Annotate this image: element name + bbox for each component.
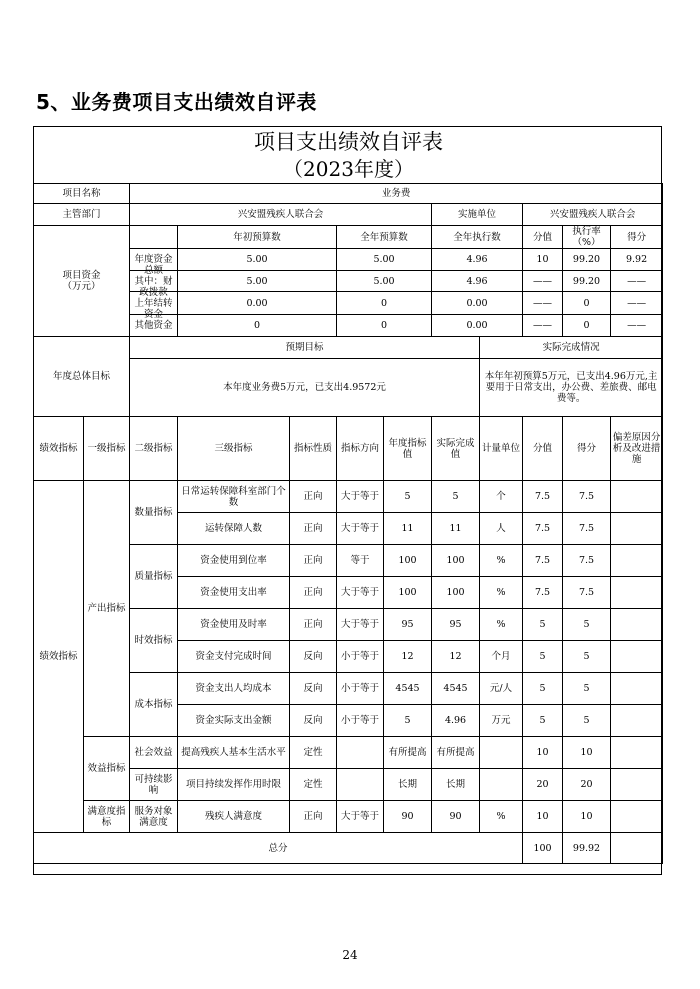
- goals-actual-text: 本年年初预算5万元，已支出4.96万元,主要用于日常支出，办公费、差旅费、邮电费等。: [480, 359, 663, 417]
- goals-actual-header: 实际完成情况: [480, 337, 663, 359]
- indicator-name: 残疾人满意度: [178, 801, 290, 833]
- funds-row-initial: 5.00: [178, 249, 337, 271]
- indicator-target: 有所提高: [384, 737, 432, 769]
- goals-expected-header: 预期目标: [130, 337, 480, 359]
- indicator-target: 4545: [384, 673, 432, 705]
- indicator-unit: %: [480, 801, 523, 833]
- indicator-value: 20: [523, 769, 563, 801]
- funds-header-blank: [130, 226, 178, 249]
- indicator-name: 提高残疾人基本生活水平: [178, 737, 290, 769]
- funds-row-executed: 4.96: [432, 249, 523, 271]
- indicator-unit: [480, 737, 523, 769]
- funds-row-initial: 5.00: [178, 271, 337, 292]
- indicator-direction: 大于等于: [337, 609, 384, 641]
- indicator-value: 10: [523, 737, 563, 769]
- goals-header-row: [34, 337, 663, 359]
- funds-header-score-value: 分值: [523, 226, 563, 249]
- indicator-score: 7.5: [563, 513, 611, 545]
- impl-value: 兴安盟残疾人联合会: [523, 204, 663, 226]
- indicator-value: 7.5: [523, 481, 563, 513]
- funds-row-rate: 0: [563, 292, 611, 315]
- funds-header-initial: 年初预算数: [178, 226, 337, 249]
- indicator-unit: %: [480, 609, 523, 641]
- indicator-actual: 4545: [432, 673, 480, 705]
- funds-row-name: 上年结转资金: [130, 292, 178, 315]
- funds-row-score: ——: [611, 315, 663, 337]
- indicator-actual: 有所提高: [432, 737, 480, 769]
- header-reason: 偏差原因分析及改进措施: [611, 417, 663, 481]
- funds-row-executed: 4.96: [432, 271, 523, 292]
- indicator-score: 5: [563, 641, 611, 673]
- header-nature: 指标性质: [290, 417, 337, 481]
- indicator-direction: 小于等于: [337, 673, 384, 705]
- indicator-reason: [611, 801, 663, 833]
- funds-row-score-value: ——: [523, 292, 563, 315]
- indicator-reason: [611, 545, 663, 577]
- indicator-name: 资金使用支出率: [178, 577, 290, 609]
- indicator-direction: 小于等于: [337, 705, 384, 737]
- funds-row-executed: 0.00: [432, 292, 523, 315]
- indicator-score: 7.5: [563, 481, 611, 513]
- level2-cost: 成本指标: [130, 673, 178, 737]
- indicator-value: 7.5: [523, 513, 563, 545]
- indicator-actual: 12: [432, 641, 480, 673]
- level2-timeliness: 时效指标: [130, 609, 178, 673]
- funds-row-initial: 0.00: [178, 292, 337, 315]
- indicator-nature: 正向: [290, 801, 337, 833]
- total-label: 总分: [34, 833, 523, 864]
- indicator-reason: [611, 673, 663, 705]
- indicator-target: 长期: [384, 769, 432, 801]
- funds-label: 项目资金（万元）: [34, 226, 130, 337]
- indicator-reason: [611, 705, 663, 737]
- indicator-target: 12: [384, 641, 432, 673]
- indicator-actual: 95: [432, 609, 480, 641]
- performance-group-label: 绩效指标: [34, 481, 84, 833]
- indicator-target: 5: [384, 481, 432, 513]
- indicator-score: 10: [563, 801, 611, 833]
- funds-row-score: ——: [611, 271, 663, 292]
- page-number: 24: [342, 948, 358, 962]
- indicator-actual: 100: [432, 545, 480, 577]
- indicator-nature: 正向: [290, 545, 337, 577]
- indicator-direction: 等于: [337, 545, 384, 577]
- header-actual: 实际完成值: [432, 417, 480, 481]
- indicator-value: 5: [523, 673, 563, 705]
- indicator-nature: 反向: [290, 705, 337, 737]
- form-title: 项目支出绩效自评表: [254, 130, 443, 154]
- indicator-actual: 100: [432, 577, 480, 609]
- indicator-actual: 长期: [432, 769, 480, 801]
- indicator-value: 5: [523, 705, 563, 737]
- indicator-unit: 万元: [480, 705, 523, 737]
- total-row: [34, 833, 663, 864]
- total-score: 99.92: [563, 833, 611, 864]
- level1-output: 产出指标: [84, 481, 130, 737]
- level1-benefit: 效益指标: [84, 737, 130, 801]
- header-level1: 一级指标: [84, 417, 130, 481]
- indicator-reason: [611, 641, 663, 673]
- indicator-reason: [611, 513, 663, 545]
- indicator-nature: 正向: [290, 513, 337, 545]
- level2-social: 社会效益: [130, 737, 178, 769]
- level2-quantity: 数量指标: [130, 481, 178, 545]
- indicator-name: 日常运转保障科室部门个数: [178, 481, 290, 513]
- project-name-label: 项目名称: [34, 184, 130, 204]
- indicator-reason: [611, 481, 663, 513]
- indicator-direction: 大于等于: [337, 577, 384, 609]
- total-value: 100: [523, 833, 563, 864]
- funds-row-name: 年度资金总额: [130, 249, 178, 271]
- header-performance: 绩效指标: [34, 417, 84, 481]
- indicator-target: 100: [384, 577, 432, 609]
- project-name-value: 业务费: [130, 184, 663, 204]
- dept-value: 兴安盟残疾人联合会: [130, 204, 432, 226]
- indicator-target: 100: [384, 545, 432, 577]
- header-unit: 计量单位: [480, 417, 523, 481]
- funds-header-annual: 全年预算数: [337, 226, 432, 249]
- level2-sustain: 可持续影响: [130, 769, 178, 801]
- indicator-target: 11: [384, 513, 432, 545]
- level1-satisfaction: 满意度指标: [84, 801, 130, 833]
- indicator-header-row: [34, 417, 663, 481]
- funds-row-rate: 99.20: [563, 249, 611, 271]
- indicator-value: 5: [523, 609, 563, 641]
- indicator-name: 资金使用及时率: [178, 609, 290, 641]
- indicator-nature: 正向: [290, 609, 337, 641]
- dept-row: [34, 204, 663, 226]
- indicator-actual: 4.96: [432, 705, 480, 737]
- indicator-score: 5: [563, 609, 611, 641]
- indicator-direction: 大于等于: [337, 481, 384, 513]
- section-title: 5、业务费项目支出绩效自评表: [36, 90, 317, 114]
- project-name-row: [34, 184, 663, 204]
- funds-row-name: 其中：财政拨款: [130, 271, 178, 292]
- indicator-target: 90: [384, 801, 432, 833]
- indicator-actual: 11: [432, 513, 480, 545]
- evaluation-table: [33, 183, 663, 864]
- indicator-name: 资金实际支出金额: [178, 705, 290, 737]
- indicator-unit: 人: [480, 513, 523, 545]
- funds-row-annual: 0: [337, 315, 432, 337]
- indicator-unit: [480, 769, 523, 801]
- indicator-direction: 大于等于: [337, 801, 384, 833]
- indicator-nature: 反向: [290, 673, 337, 705]
- indicator-name: 项目持续发挥作用时限: [178, 769, 290, 801]
- funds-row-name: 其他资金: [130, 315, 178, 337]
- header-level3: 三级指标: [178, 417, 290, 481]
- indicator-reason: [611, 609, 663, 641]
- indicator-name: 资金使用到位率: [178, 545, 290, 577]
- indicator-reason: [611, 577, 663, 609]
- dept-label: 主管部门: [34, 204, 130, 226]
- indicator-actual: 5: [432, 481, 480, 513]
- goals-label: 年度总体目标: [34, 337, 130, 417]
- indicator-unit: %: [480, 577, 523, 609]
- header-value: 分值: [523, 417, 563, 481]
- funds-row-rate: 0: [563, 315, 611, 337]
- indicator-score: 7.5: [563, 577, 611, 609]
- indicator-row: [34, 737, 663, 769]
- header-direction: 指标方向: [337, 417, 384, 481]
- funds-header-row: [34, 226, 663, 249]
- goals-expected-text: 本年度业务费5万元，已支出4.9572元: [130, 359, 480, 417]
- funds-row-score-value: 10: [523, 249, 563, 271]
- indicator-direction: [337, 737, 384, 769]
- indicator-nature: 反向: [290, 641, 337, 673]
- funds-row-annual: 5.00: [337, 249, 432, 271]
- funds-row-annual: 0: [337, 292, 432, 315]
- indicator-target: 95: [384, 609, 432, 641]
- indicator-unit: 个月: [480, 641, 523, 673]
- indicator-actual: 90: [432, 801, 480, 833]
- indicator-nature: 正向: [290, 577, 337, 609]
- indicator-value: 7.5: [523, 577, 563, 609]
- indicator-reason: [611, 769, 663, 801]
- indicator-value: 7.5: [523, 545, 563, 577]
- indicator-score: 20: [563, 769, 611, 801]
- level2-service: 服务对象满意度: [130, 801, 178, 833]
- indicator-value: 10: [523, 801, 563, 833]
- indicator-target: 5: [384, 705, 432, 737]
- indicator-row: [34, 481, 663, 513]
- indicator-score: 7.5: [563, 545, 611, 577]
- indicator-unit: 元/人: [480, 673, 523, 705]
- indicator-name: 资金支出人均成本: [178, 673, 290, 705]
- total-reason: [611, 833, 663, 864]
- header-score: 得分: [563, 417, 611, 481]
- funds-row-score: ——: [611, 292, 663, 315]
- funds-header-score: 得分: [611, 226, 663, 249]
- header-level2: 二级指标: [130, 417, 178, 481]
- indicator-score: 5: [563, 705, 611, 737]
- indicator-unit: 个: [480, 481, 523, 513]
- indicator-direction: 大于等于: [337, 513, 384, 545]
- indicator-direction: 小于等于: [337, 641, 384, 673]
- funds-row-score: 9.92: [611, 249, 663, 271]
- indicator-direction: [337, 769, 384, 801]
- indicator-unit: %: [480, 545, 523, 577]
- funds-row-score-value: ——: [523, 315, 563, 337]
- indicator-nature: 定性: [290, 737, 337, 769]
- indicator-row: [34, 801, 663, 833]
- indicator-reason: [611, 737, 663, 769]
- funds-row-executed: 0.00: [432, 315, 523, 337]
- form-year: （2023年度）: [283, 157, 414, 181]
- indicator-name: 运转保障人数: [178, 513, 290, 545]
- indicator-score: 10: [563, 737, 611, 769]
- funds-row-score-value: ——: [523, 271, 563, 292]
- funds-header-rate: 执行率（%）: [563, 226, 611, 249]
- indicator-nature: 定性: [290, 769, 337, 801]
- funds-row-annual: 5.00: [337, 271, 432, 292]
- header-target: 年度指标值: [384, 417, 432, 481]
- funds-header-executed: 全年执行数: [432, 226, 523, 249]
- indicator-name: 资金支付完成时间: [178, 641, 290, 673]
- indicator-nature: 正向: [290, 481, 337, 513]
- funds-row-rate: 99.20: [563, 271, 611, 292]
- impl-label: 实施单位: [432, 204, 523, 226]
- indicator-score: 5: [563, 673, 611, 705]
- level2-quality: 质量指标: [130, 545, 178, 609]
- funds-row-initial: 0: [178, 315, 337, 337]
- indicator-value: 5: [523, 641, 563, 673]
